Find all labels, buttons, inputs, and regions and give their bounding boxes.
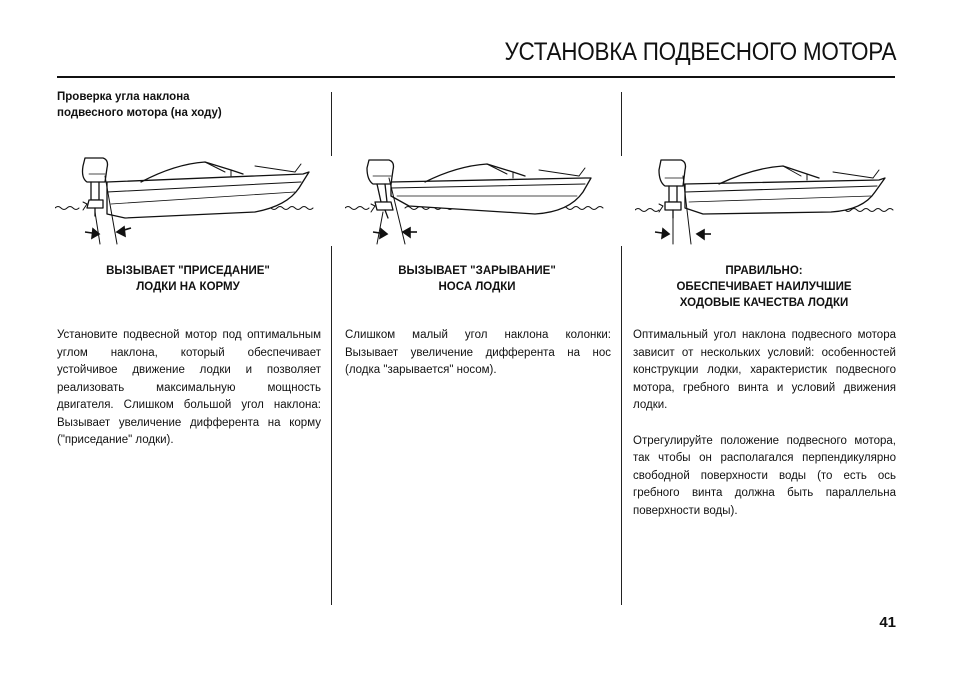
- illustration-bow-dig: [345, 152, 605, 247]
- paragraph: Отрегулируйте положение подвесного мотора, так чтобы он располагался перпендикулярно свободной поверхности воды (то есть ось гребного винта должна быть параллельна поверхности воды).: [633, 434, 896, 517]
- title-rule: [57, 76, 895, 78]
- caption-line: ПРАВИЛЬНО:: [725, 265, 803, 277]
- illustration-stern-squat: [55, 152, 315, 247]
- page-title: УСТАНОВКА ПОДВЕСНОГО МОТОРА: [504, 38, 896, 66]
- paragraph: Слишком малый угол наклона колонки: Вызывает увеличение дифферента на нос (лодка "зарывается" носом).: [345, 329, 611, 376]
- caption-line: НОСА ЛОДКИ: [438, 281, 516, 293]
- section-heading-line-2: подвесного мотора (на ходу): [57, 107, 222, 119]
- paragraph: Оптимальный угол наклона подвесного мотора зависит от нескольких условий: особенностей конструкции лодки, характеристик подвесного мотора, гребного винта и условий движения лодки.: [633, 329, 896, 411]
- body-text-column-2: [345, 327, 611, 398]
- paragraph: Установите подвесной мотор под оптимальным углом наклона, который обеспечивает устойчивое движение лодки и позволяет реализовать максимальную мощность двигателя. Слишком большой угол наклона: Вызывает увеличение дифферента на корму ("приседание" лодки).: [57, 329, 321, 446]
- caption-line: ХОДОВЫЕ КАЧЕСТВА ЛОДКИ: [679, 297, 849, 309]
- column-divider-2-lower: [621, 246, 622, 605]
- illustration-correct-trim: [635, 152, 895, 247]
- section-heading: [57, 89, 222, 121]
- caption-column-3: [633, 263, 895, 311]
- page-number: 41: [879, 614, 896, 631]
- boat-correct-drawing: [635, 152, 895, 247]
- caption-line: ВЫЗЫВАЕТ "ЗАРЫВАНИЕ": [398, 265, 556, 277]
- caption-line: ОБЕСПЕЧИВАЕТ НАИЛУЧШИЕ: [676, 281, 852, 293]
- body-text-column-1: [57, 327, 321, 468]
- column-divider-2: [621, 92, 622, 156]
- caption-line: ЛОДКИ НА КОРМУ: [136, 281, 240, 293]
- column-divider-1: [331, 92, 332, 156]
- section-heading-line-1: Проверка угла наклона: [57, 91, 190, 103]
- caption-column-2: [345, 263, 609, 295]
- column-divider-1-lower: [331, 246, 332, 605]
- caption-column-1: [57, 263, 319, 295]
- caption-line: ВЫЗЫВАЕТ "ПРИСЕДАНИЕ": [106, 265, 270, 277]
- boat-squat-drawing: [55, 152, 315, 247]
- boat-bow-dig-drawing: [345, 152, 605, 247]
- body-text-column-3: [633, 327, 896, 538]
